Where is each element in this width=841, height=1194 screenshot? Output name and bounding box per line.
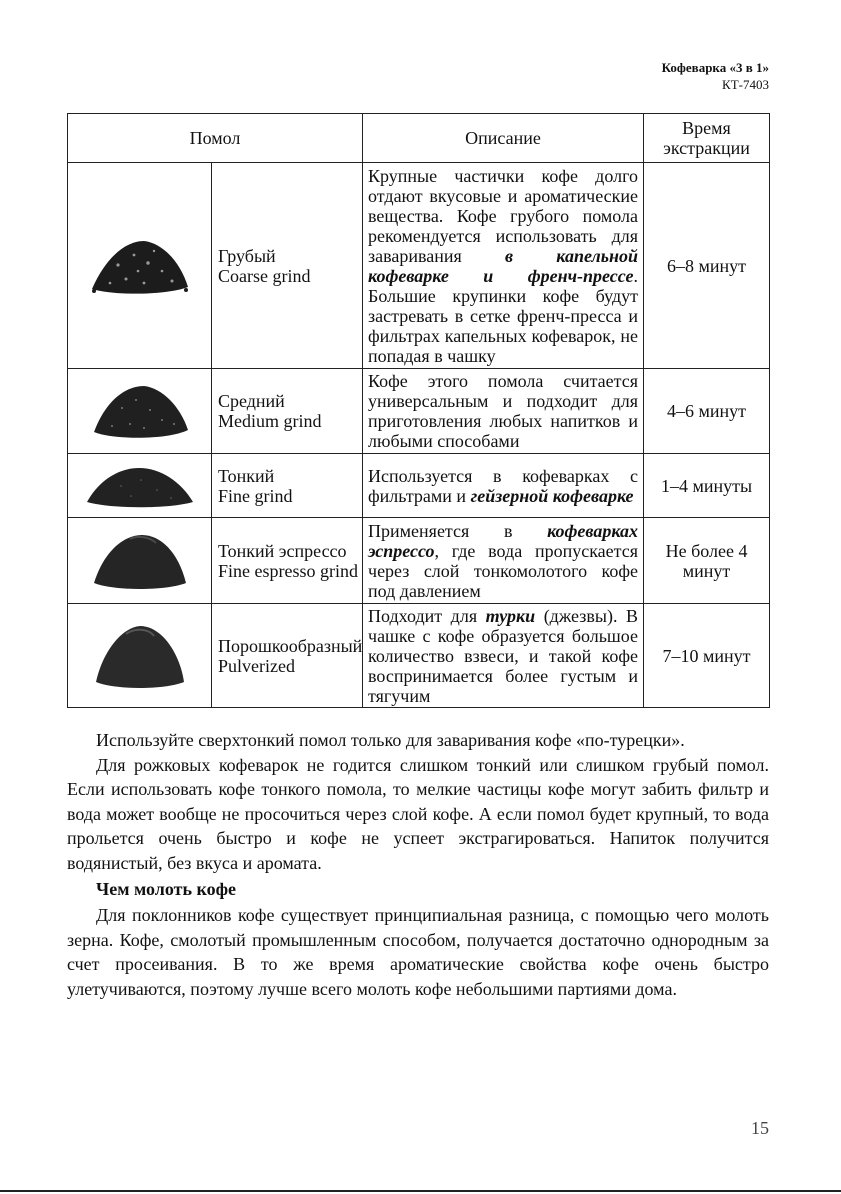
section-heading: Чем молоть кофе: [96, 879, 237, 899]
table-row: [68, 454, 770, 518]
grind-name-en: Fine grind: [218, 485, 293, 506]
grind-table: [67, 113, 770, 708]
extraction-time: Не более 4 минут: [644, 518, 770, 604]
extraction-time: 7–10 минут: [644, 604, 770, 708]
grind-name-ru: Средний: [218, 391, 285, 411]
grind-description: Используется в кофеварках с фильтрами и гейзерной кофеварке: [363, 454, 644, 518]
coffee-pile-image-pulverized: [68, 604, 212, 708]
grind-name-medium: [212, 369, 363, 454]
table-row: [68, 518, 770, 604]
page-number: 15: [751, 1118, 769, 1138]
grind-name-ru: Тонкий: [218, 465, 275, 486]
grind-name-en: Coarse grind: [218, 265, 311, 286]
paragraph: Для поклонников кофе существует принципиальная разница, с помощью чего молоть зерна. Кофе, смолотый промышленным способом, получается достаточно однородным за счет просеивания. В то же время ароматические свойства кофе очень быстро улетучиваются, поэтому лучше всего молоть кофе небольшими партиями дома.: [67, 905, 769, 999]
grind-description: Подходит для турки (джезвы). В чашке с кофе образуется большое количество взвеси, и такой кофе воспринимается более густым и тягучим: [363, 604, 644, 708]
coffee-pile-image-medium: [68, 369, 212, 454]
table-row: [68, 369, 770, 454]
table-row: [68, 163, 770, 369]
paragraph: Используйте сверхтонкий помол только для заваривания кофе «по-турецки».: [96, 730, 685, 750]
bottom-border: [0, 1190, 841, 1192]
coffee-pile-image-coarse: [68, 163, 212, 369]
header-title: Кофеварка «3 в 1»: [661, 60, 769, 75]
grind-description: Крупные частички кофе долго отдают вкусовые и ароматические вещества. Кофе грубого помола рекомендуется использовать для заваривания в капельной кофеварке и френч-прессе. Большие крупинки кофе будут застревать в сетке френч-пресса и фильтрах капельных кофеварок, не попадая в чашку: [363, 163, 644, 369]
coffee-pile-image-espresso: [68, 518, 212, 604]
pulverized-grind-image: [90, 620, 190, 692]
header-description: Описание: [363, 114, 644, 163]
paragraph: Для рожковых кофеварок не годится слишком тонкий или слишком грубый помол. Если использовать кофе тонкого помола, то мелкие частицы кофе могут забить фильтр и вода может вообще не просочиться через слой кофе. А если помол будет крупный, то вода прольется очень быстро и кофе не успеет экстрагироваться. Напиток получится водянистый, без вкуса и аромата.: [67, 754, 769, 873]
espresso-grind-image: [90, 529, 190, 593]
grind-description: Кофе этого помола считается универсальным и подходит для приготовления любых напитков и любыми способами: [363, 369, 644, 454]
fine-grind-image: [85, 462, 195, 510]
grind-name-en: Medium grind: [218, 411, 322, 431]
header-grind: Помол: [68, 114, 363, 163]
grind-name-coarse: [212, 163, 363, 369]
grind-name-ru: Тонкий эспрессо: [218, 540, 347, 561]
grind-description: Применяется в кофеварках эспрессо, где вода пропускается через слой тонкомолотого кофе под давлением: [363, 518, 644, 604]
grind-name-pulverized: [212, 604, 363, 708]
coarse-grind-image: [88, 235, 192, 297]
grind-name-ru: Грубый: [218, 245, 276, 266]
medium-grind-image: [90, 380, 190, 442]
extraction-time: 6–8 минут: [644, 163, 770, 369]
body-paragraphs-2: [67, 903, 769, 1001]
grind-name-espresso: [212, 518, 363, 604]
table-row: [68, 604, 770, 708]
table-header-row: [68, 114, 770, 163]
coffee-pile-image-fine: [68, 454, 212, 518]
header-model: КТ-7403: [722, 77, 769, 92]
running-header: [662, 59, 769, 93]
grind-name-en: Pulverized: [218, 655, 295, 676]
body-paragraphs-1: [67, 728, 769, 875]
grind-name-ru: Порошкообразный: [218, 635, 363, 656]
extraction-time: 4–6 минут: [644, 369, 770, 454]
grind-name-fine: [212, 454, 363, 518]
header-time: Время экстракции: [644, 114, 770, 163]
grind-name-en: Fine espresso grind: [218, 560, 358, 581]
extraction-time: 1–4 минуты: [644, 454, 770, 518]
